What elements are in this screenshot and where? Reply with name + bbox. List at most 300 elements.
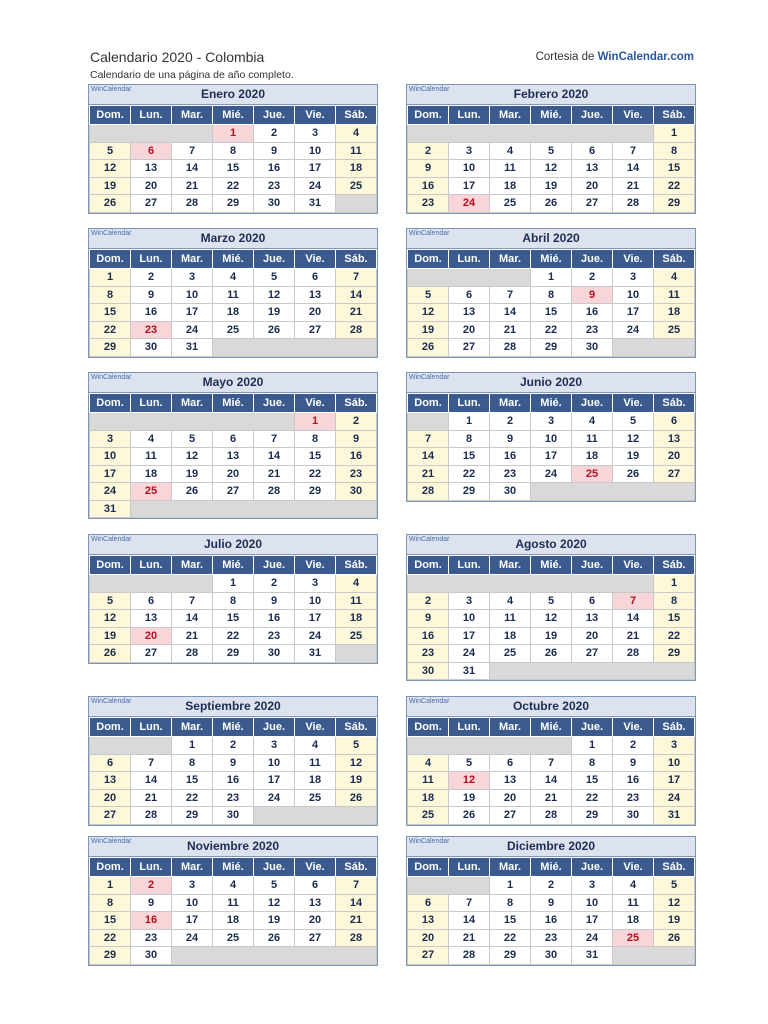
day-cell[interactable]: 16 — [490, 448, 531, 466]
day-cell[interactable]: 7 — [613, 142, 654, 160]
day-cell[interactable]: 4 — [490, 142, 531, 160]
day-cell[interactable]: 21 — [254, 465, 295, 483]
day-cell[interactable]: 2 — [572, 269, 613, 287]
day-cell[interactable]: 23 — [336, 465, 377, 483]
day-cell[interactable]: 10 — [295, 592, 336, 610]
day-cell[interactable]: 20 — [490, 789, 531, 807]
day-cell[interactable]: 20 — [90, 789, 131, 807]
day-cell[interactable]: 30 — [254, 195, 295, 213]
day-cell[interactable]: 11 — [654, 286, 695, 304]
day-cell[interactable]: 6 — [408, 894, 449, 912]
day-cell[interactable]: 16 — [408, 627, 449, 645]
day-cell[interactable]: 2 — [254, 125, 295, 143]
day-cell[interactable]: 29 — [531, 339, 572, 357]
day-cell[interactable]: 16 — [131, 304, 172, 322]
day-cell[interactable]: 30 — [531, 947, 572, 965]
day-cell[interactable]: 17 — [531, 448, 572, 466]
day-cell[interactable]: 24 — [90, 483, 131, 501]
day-cell[interactable]: 24 — [572, 929, 613, 947]
day-cell[interactable]: 2 — [336, 413, 377, 431]
day-cell[interactable]: 13 — [408, 912, 449, 930]
day-cell[interactable]: 8 — [90, 286, 131, 304]
day-cell[interactable]: 27 — [295, 321, 336, 339]
day-cell[interactable]: 25 — [654, 321, 695, 339]
day-cell[interactable]: 12 — [449, 772, 490, 790]
day-cell[interactable]: 27 — [654, 465, 695, 483]
day-cell[interactable]: 16 — [572, 304, 613, 322]
day-cell[interactable]: 6 — [90, 754, 131, 772]
day-cell[interactable]: 25 — [490, 195, 531, 213]
day-cell[interactable]: 18 — [408, 789, 449, 807]
day-cell[interactable]: 20 — [572, 177, 613, 195]
day-cell[interactable]: 16 — [408, 177, 449, 195]
day-cell[interactable]: 9 — [490, 430, 531, 448]
day-cell[interactable]: 1 — [213, 575, 254, 593]
day-cell[interactable]: 15 — [449, 448, 490, 466]
day-cell[interactable]: 24 — [531, 465, 572, 483]
day-cell[interactable]: 13 — [654, 430, 695, 448]
day-cell[interactable]: 2 — [254, 575, 295, 593]
day-cell[interactable]: 5 — [408, 286, 449, 304]
day-cell[interactable]: 7 — [254, 430, 295, 448]
day-cell[interactable]: 9 — [131, 286, 172, 304]
day-cell[interactable]: 9 — [254, 142, 295, 160]
day-cell[interactable]: 28 — [490, 339, 531, 357]
day-cell[interactable]: 19 — [449, 789, 490, 807]
day-cell[interactable]: 9 — [408, 160, 449, 178]
day-cell[interactable]: 24 — [613, 321, 654, 339]
day-cell[interactable]: 3 — [572, 877, 613, 895]
day-cell[interactable]: 29 — [90, 947, 131, 965]
day-cell[interactable]: 3 — [531, 413, 572, 431]
day-cell[interactable]: 20 — [131, 627, 172, 645]
day-cell[interactable]: 7 — [131, 754, 172, 772]
day-cell[interactable]: 9 — [408, 610, 449, 628]
day-cell[interactable]: 18 — [131, 465, 172, 483]
day-cell[interactable]: 18 — [654, 304, 695, 322]
day-cell[interactable]: 25 — [572, 465, 613, 483]
day-cell[interactable]: 11 — [490, 610, 531, 628]
day-cell[interactable]: 26 — [531, 645, 572, 663]
day-cell[interactable]: 12 — [254, 894, 295, 912]
day-cell[interactable]: 23 — [613, 789, 654, 807]
day-cell[interactable]: 16 — [213, 772, 254, 790]
day-cell[interactable]: 9 — [336, 430, 377, 448]
day-cell[interactable]: 10 — [531, 430, 572, 448]
day-cell[interactable]: 1 — [654, 575, 695, 593]
day-cell[interactable]: 14 — [336, 894, 377, 912]
day-cell[interactable]: 29 — [490, 947, 531, 965]
day-cell[interactable]: 27 — [490, 807, 531, 825]
day-cell[interactable]: 26 — [172, 483, 213, 501]
day-cell[interactable]: 22 — [295, 465, 336, 483]
day-cell[interactable]: 24 — [172, 929, 213, 947]
day-cell[interactable]: 28 — [131, 807, 172, 825]
day-cell[interactable]: 18 — [213, 304, 254, 322]
day-cell[interactable]: 5 — [449, 754, 490, 772]
day-cell[interactable]: 23 — [408, 645, 449, 663]
day-cell[interactable]: 4 — [131, 430, 172, 448]
day-cell[interactable]: 28 — [254, 483, 295, 501]
day-cell[interactable]: 22 — [531, 321, 572, 339]
day-cell[interactable]: 31 — [572, 947, 613, 965]
day-cell[interactable]: 29 — [449, 483, 490, 501]
day-cell[interactable]: 16 — [336, 448, 377, 466]
day-cell[interactable]: 30 — [213, 807, 254, 825]
day-cell[interactable]: 5 — [254, 877, 295, 895]
day-cell[interactable]: 31 — [449, 662, 490, 680]
day-cell[interactable]: 29 — [213, 645, 254, 663]
day-cell[interactable]: 9 — [531, 894, 572, 912]
day-cell[interactable]: 7 — [408, 430, 449, 448]
day-cell[interactable]: 5 — [613, 413, 654, 431]
day-cell[interactable]: 4 — [654, 269, 695, 287]
day-cell[interactable]: 19 — [336, 772, 377, 790]
day-cell[interactable]: 14 — [613, 610, 654, 628]
day-cell[interactable]: 4 — [613, 877, 654, 895]
day-cell[interactable]: 15 — [531, 304, 572, 322]
day-cell[interactable]: 31 — [295, 645, 336, 663]
day-cell[interactable]: 18 — [336, 160, 377, 178]
day-cell[interactable]: 19 — [254, 304, 295, 322]
day-cell[interactable]: 15 — [90, 304, 131, 322]
day-cell[interactable]: 1 — [172, 737, 213, 755]
day-cell[interactable]: 15 — [654, 160, 695, 178]
day-cell[interactable]: 5 — [531, 142, 572, 160]
day-cell[interactable]: 20 — [295, 304, 336, 322]
day-cell[interactable]: 21 — [131, 789, 172, 807]
day-cell[interactable]: 24 — [295, 177, 336, 195]
day-cell[interactable]: 24 — [449, 645, 490, 663]
day-cell[interactable]: 28 — [336, 929, 377, 947]
day-cell[interactable]: 26 — [254, 321, 295, 339]
day-cell[interactable]: 12 — [90, 610, 131, 628]
day-cell[interactable]: 21 — [172, 627, 213, 645]
day-cell[interactable]: 15 — [295, 448, 336, 466]
day-cell[interactable]: 22 — [90, 321, 131, 339]
day-cell[interactable]: 16 — [254, 610, 295, 628]
day-cell[interactable]: 30 — [572, 339, 613, 357]
day-cell[interactable]: 17 — [254, 772, 295, 790]
day-cell[interactable]: 2 — [490, 413, 531, 431]
day-cell[interactable]: 11 — [613, 894, 654, 912]
day-cell[interactable]: 3 — [172, 877, 213, 895]
day-cell[interactable]: 14 — [254, 448, 295, 466]
day-cell[interactable]: 19 — [90, 627, 131, 645]
day-cell[interactable]: 13 — [295, 894, 336, 912]
day-cell[interactable]: 4 — [336, 125, 377, 143]
day-cell[interactable]: 11 — [408, 772, 449, 790]
day-cell[interactable]: 27 — [449, 339, 490, 357]
day-cell[interactable]: 28 — [613, 645, 654, 663]
day-cell[interactable]: 29 — [572, 807, 613, 825]
day-cell[interactable]: 25 — [336, 627, 377, 645]
day-cell[interactable]: 22 — [213, 627, 254, 645]
day-cell[interactable]: 22 — [490, 929, 531, 947]
day-cell[interactable]: 30 — [336, 483, 377, 501]
day-cell[interactable]: 27 — [131, 195, 172, 213]
day-cell[interactable]: 4 — [572, 413, 613, 431]
day-cell[interactable]: 14 — [131, 772, 172, 790]
day-cell[interactable]: 4 — [295, 737, 336, 755]
day-cell[interactable]: 24 — [295, 627, 336, 645]
day-cell[interactable]: 9 — [613, 754, 654, 772]
day-cell[interactable]: 27 — [213, 483, 254, 501]
day-cell[interactable]: 10 — [449, 610, 490, 628]
day-cell[interactable]: 29 — [172, 807, 213, 825]
day-cell[interactable]: 3 — [90, 430, 131, 448]
day-cell[interactable]: 6 — [572, 142, 613, 160]
day-cell[interactable]: 6 — [295, 269, 336, 287]
day-cell[interactable]: 28 — [613, 195, 654, 213]
day-cell[interactable]: 21 — [490, 321, 531, 339]
day-cell[interactable]: 21 — [172, 177, 213, 195]
day-cell[interactable]: 8 — [531, 286, 572, 304]
day-cell[interactable]: 19 — [531, 177, 572, 195]
day-cell[interactable]: 2 — [213, 737, 254, 755]
day-cell[interactable]: 21 — [531, 789, 572, 807]
day-cell[interactable]: 10 — [172, 286, 213, 304]
day-cell[interactable]: 1 — [654, 125, 695, 143]
day-cell[interactable]: 27 — [408, 947, 449, 965]
day-cell[interactable]: 30 — [613, 807, 654, 825]
day-cell[interactable]: 8 — [654, 142, 695, 160]
day-cell[interactable]: 29 — [654, 645, 695, 663]
day-cell[interactable]: 9 — [254, 592, 295, 610]
day-cell[interactable]: 28 — [449, 947, 490, 965]
day-cell[interactable]: 3 — [449, 142, 490, 160]
day-cell[interactable]: 5 — [90, 592, 131, 610]
day-cell[interactable]: 20 — [295, 912, 336, 930]
day-cell[interactable]: 7 — [490, 286, 531, 304]
day-cell[interactable]: 24 — [172, 321, 213, 339]
day-cell[interactable]: 26 — [90, 195, 131, 213]
day-cell[interactable]: 3 — [295, 125, 336, 143]
day-cell[interactable]: 7 — [172, 592, 213, 610]
day-cell[interactable]: 27 — [572, 645, 613, 663]
day-cell[interactable]: 14 — [490, 304, 531, 322]
day-cell[interactable]: 17 — [613, 304, 654, 322]
day-cell[interactable]: 17 — [654, 772, 695, 790]
day-cell[interactable]: 13 — [90, 772, 131, 790]
day-cell[interactable]: 3 — [254, 737, 295, 755]
day-cell[interactable]: 23 — [131, 929, 172, 947]
day-cell[interactable]: 22 — [213, 177, 254, 195]
day-cell[interactable]: 17 — [572, 912, 613, 930]
day-cell[interactable]: 10 — [254, 754, 295, 772]
day-cell[interactable]: 18 — [572, 448, 613, 466]
day-cell[interactable]: 2 — [131, 269, 172, 287]
credit-brand-link[interactable]: WinCalendar.com — [597, 51, 694, 63]
day-cell[interactable]: 16 — [531, 912, 572, 930]
day-cell[interactable]: 8 — [654, 592, 695, 610]
day-cell[interactable]: 4 — [490, 592, 531, 610]
day-cell[interactable]: 11 — [336, 592, 377, 610]
day-cell[interactable]: 26 — [449, 807, 490, 825]
day-cell[interactable]: 20 — [213, 465, 254, 483]
day-cell[interactable]: 18 — [295, 772, 336, 790]
day-cell[interactable]: 7 — [336, 269, 377, 287]
day-cell[interactable]: 1 — [90, 877, 131, 895]
day-cell[interactable]: 5 — [254, 269, 295, 287]
day-cell[interactable]: 6 — [131, 142, 172, 160]
day-cell[interactable]: 8 — [449, 430, 490, 448]
day-cell[interactable]: 17 — [295, 610, 336, 628]
day-cell[interactable]: 10 — [90, 448, 131, 466]
day-cell[interactable]: 16 — [254, 160, 295, 178]
day-cell[interactable]: 13 — [131, 610, 172, 628]
day-cell[interactable]: 8 — [213, 142, 254, 160]
day-cell[interactable]: 8 — [490, 894, 531, 912]
day-cell[interactable]: 8 — [213, 592, 254, 610]
day-cell[interactable]: 23 — [572, 321, 613, 339]
day-cell[interactable]: 1 — [572, 737, 613, 755]
day-cell[interactable]: 22 — [654, 627, 695, 645]
day-cell[interactable]: 31 — [295, 195, 336, 213]
day-cell[interactable]: 23 — [254, 177, 295, 195]
day-cell[interactable]: 6 — [490, 754, 531, 772]
day-cell[interactable]: 17 — [449, 177, 490, 195]
day-cell[interactable]: 31 — [172, 339, 213, 357]
day-cell[interactable]: 27 — [131, 645, 172, 663]
day-cell[interactable]: 7 — [336, 877, 377, 895]
day-cell[interactable]: 14 — [531, 772, 572, 790]
day-cell[interactable]: 6 — [449, 286, 490, 304]
day-cell[interactable]: 15 — [572, 772, 613, 790]
day-cell[interactable]: 13 — [449, 304, 490, 322]
day-cell[interactable]: 8 — [90, 894, 131, 912]
day-cell[interactable]: 21 — [613, 177, 654, 195]
day-cell[interactable]: 3 — [449, 592, 490, 610]
day-cell[interactable]: 18 — [613, 912, 654, 930]
day-cell[interactable]: 22 — [90, 929, 131, 947]
day-cell[interactable]: 12 — [408, 304, 449, 322]
day-cell[interactable]: 27 — [572, 195, 613, 213]
day-cell[interactable]: 14 — [449, 912, 490, 930]
day-cell[interactable]: 29 — [654, 195, 695, 213]
day-cell[interactable]: 18 — [490, 177, 531, 195]
day-cell[interactable]: 7 — [531, 754, 572, 772]
day-cell[interactable]: 23 — [490, 465, 531, 483]
day-cell[interactable]: 23 — [408, 195, 449, 213]
day-cell[interactable]: 8 — [295, 430, 336, 448]
day-cell[interactable]: 19 — [654, 912, 695, 930]
day-cell[interactable]: 16 — [131, 912, 172, 930]
day-cell[interactable]: 13 — [572, 160, 613, 178]
day-cell[interactable]: 3 — [654, 737, 695, 755]
day-cell[interactable]: 27 — [90, 807, 131, 825]
day-cell[interactable]: 10 — [613, 286, 654, 304]
day-cell[interactable]: 6 — [213, 430, 254, 448]
day-cell[interactable]: 11 — [572, 430, 613, 448]
day-cell[interactable]: 5 — [172, 430, 213, 448]
day-cell[interactable]: 28 — [172, 645, 213, 663]
day-cell[interactable]: 1 — [213, 125, 254, 143]
day-cell[interactable]: 9 — [572, 286, 613, 304]
day-cell[interactable]: 13 — [131, 160, 172, 178]
day-cell[interactable]: 2 — [531, 877, 572, 895]
day-cell[interactable]: 14 — [613, 160, 654, 178]
day-cell[interactable]: 24 — [449, 195, 490, 213]
day-cell[interactable]: 22 — [449, 465, 490, 483]
day-cell[interactable]: 26 — [613, 465, 654, 483]
day-cell[interactable]: 20 — [654, 448, 695, 466]
day-cell[interactable]: 4 — [213, 269, 254, 287]
day-cell[interactable]: 10 — [572, 894, 613, 912]
day-cell[interactable]: 17 — [295, 160, 336, 178]
day-cell[interactable]: 4 — [213, 877, 254, 895]
day-cell[interactable]: 17 — [172, 304, 213, 322]
day-cell[interactable]: 3 — [172, 269, 213, 287]
day-cell[interactable]: 28 — [408, 483, 449, 501]
day-cell[interactable]: 15 — [490, 912, 531, 930]
day-cell[interactable]: 12 — [336, 754, 377, 772]
day-cell[interactable]: 15 — [213, 610, 254, 628]
day-cell[interactable]: 26 — [90, 645, 131, 663]
day-cell[interactable]: 21 — [449, 929, 490, 947]
day-cell[interactable]: 8 — [172, 754, 213, 772]
day-cell[interactable]: 7 — [449, 894, 490, 912]
day-cell[interactable]: 14 — [172, 160, 213, 178]
day-cell[interactable]: 28 — [531, 807, 572, 825]
day-cell[interactable]: 23 — [131, 321, 172, 339]
day-cell[interactable]: 6 — [131, 592, 172, 610]
day-cell[interactable]: 4 — [336, 575, 377, 593]
day-cell[interactable]: 11 — [131, 448, 172, 466]
day-cell[interactable]: 14 — [408, 448, 449, 466]
day-cell[interactable]: 24 — [654, 789, 695, 807]
day-cell[interactable]: 20 — [572, 627, 613, 645]
day-cell[interactable]: 12 — [613, 430, 654, 448]
day-cell[interactable]: 23 — [254, 627, 295, 645]
day-cell[interactable]: 15 — [172, 772, 213, 790]
day-cell[interactable]: 1 — [449, 413, 490, 431]
day-cell[interactable]: 3 — [613, 269, 654, 287]
day-cell[interactable]: 6 — [572, 592, 613, 610]
day-cell[interactable]: 25 — [131, 483, 172, 501]
day-cell[interactable]: 12 — [254, 286, 295, 304]
day-cell[interactable]: 5 — [654, 877, 695, 895]
day-cell[interactable]: 30 — [254, 645, 295, 663]
day-cell[interactable]: 28 — [172, 195, 213, 213]
day-cell[interactable]: 2 — [131, 877, 172, 895]
day-cell[interactable]: 25 — [295, 789, 336, 807]
day-cell[interactable]: 12 — [90, 160, 131, 178]
day-cell[interactable]: 31 — [654, 807, 695, 825]
day-cell[interactable]: 19 — [613, 448, 654, 466]
day-cell[interactable]: 1 — [531, 269, 572, 287]
day-cell[interactable]: 15 — [654, 610, 695, 628]
day-cell[interactable]: 21 — [336, 912, 377, 930]
day-cell[interactable]: 18 — [490, 627, 531, 645]
day-cell[interactable]: 22 — [172, 789, 213, 807]
day-cell[interactable]: 12 — [531, 160, 572, 178]
day-cell[interactable]: 6 — [295, 877, 336, 895]
day-cell[interactable]: 1 — [295, 413, 336, 431]
day-cell[interactable]: 19 — [90, 177, 131, 195]
day-cell[interactable]: 10 — [449, 160, 490, 178]
day-cell[interactable]: 20 — [408, 929, 449, 947]
day-cell[interactable]: 3 — [295, 575, 336, 593]
day-cell[interactable]: 28 — [336, 321, 377, 339]
day-cell[interactable]: 11 — [336, 142, 377, 160]
day-cell[interactable]: 15 — [213, 160, 254, 178]
day-cell[interactable]: 26 — [254, 929, 295, 947]
day-cell[interactable]: 21 — [336, 304, 377, 322]
day-cell[interactable]: 12 — [172, 448, 213, 466]
day-cell[interactable]: 2 — [408, 142, 449, 160]
day-cell[interactable]: 23 — [531, 929, 572, 947]
